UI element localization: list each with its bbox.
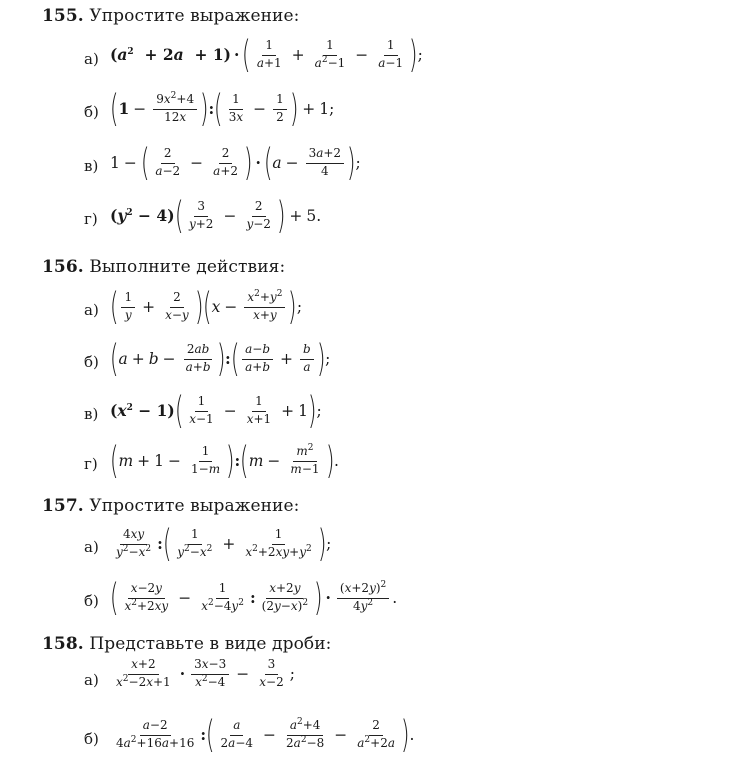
item-label: б) [84,592,99,610]
formula-156d: ( m + 1 − $\frac{1}{1-m}$ ) : ( m − $\frac{m^2}{m-1}$ ) . [109,439,339,482]
formula-158b: $\frac{a-2}{4a^2+16a+16}$ : ( $\frac{a}{2a-4}$ − $\frac{a^2+4}{2a^2-8}$ − $\frac{2}{a^2+2a}$ ) . [116,713,415,756]
exercise-156-heading [42,257,285,277]
exercise-158-heading [42,634,332,654]
item-label: а) [84,50,99,68]
exercise-155-heading [42,6,299,26]
formula-155a: $(a^2 + 2a + 1)$ · ( $\frac{1}{a+1}$ + $\frac{1}{a^2-1}$ − $\frac{1}{a-1}$ ) ; [110,33,423,76]
exercise-title: Представьте в виде дроби: [89,634,332,654]
exercise-number: 158. [42,634,84,654]
exercise-title: Упростите выражение: [89,6,300,26]
item-label: б) [84,353,99,371]
item-label: б) [84,103,99,121]
item-label: в) [84,405,99,423]
exercise-title: Упростите выражение: [89,496,300,516]
item-label: б) [84,730,99,748]
formula-155c: 1 − ( $\frac{2}{a-2}$ − $\frac{2}{a+2}$ ) · ( a − $\frac{3a+2}{4}$ ) ; [110,141,361,184]
exercise-number: 157. [42,496,84,516]
exercise-157-heading [42,496,299,516]
formula-155b: ( 1 − $\frac{9x^2+4}{12x}$ ) : ( $\frac{1}{3x}$ − $\frac{1}{2}$ ) + 1; [109,87,335,130]
formula-157b: ( $\frac{x-2y}{x^2+2xy}$ − $\frac{1}{x^2-4y^2}$ : $\frac{x+2y}{(2y-x)^2}$ ) · $\frac{(x+2y)^2}{4y^2}$ . [109,576,398,619]
exercise-title: Выполните действия: [89,257,286,277]
item-label: а) [84,301,99,319]
formula-158a: $\frac{x+2}{x^2-2x+1}$ · $\frac{3x-3}{x^2-4}$ − $\frac{3}{x-2}$ ; [116,657,295,689]
item-label: в) [84,157,99,175]
item-label: а) [84,671,99,689]
item-label: г) [84,455,98,473]
formula-156b: ( a + b − $\frac{2ab}{a+b}$ ) : ( $\frac{a-b}{a+b}$ + $\frac{b}{a}$ ) ; [109,337,331,380]
exercise-number: 155. [42,6,84,26]
item-label: г) [84,210,98,228]
item-label: а) [84,538,99,556]
exercise-number: 156. [42,257,84,277]
formula-156c: $(x^2 - 1)$ ( $\frac{1}{x-1}$ − $\frac{1}{x+1}$ + 1 ) ; [110,389,322,432]
formula-157a: $\frac{4xy}{y^2-x^2}$ : ( $\frac{1}{y^2-x^2}$ + $\frac{1}{x^2+2xy+y^2}$ ) ; [116,522,332,565]
formula-156a: ( $\frac{1}{y}$ + $\frac{2}{x-y}$ ) ( x − $\frac{x^2+y^2}{x+y}$ ) ; [109,285,303,328]
formula-155d: $(y^2 - 4)$ ( $\frac{3}{y+2}$ − $\frac{2}{y-2}$ ) + 5. [110,194,322,237]
